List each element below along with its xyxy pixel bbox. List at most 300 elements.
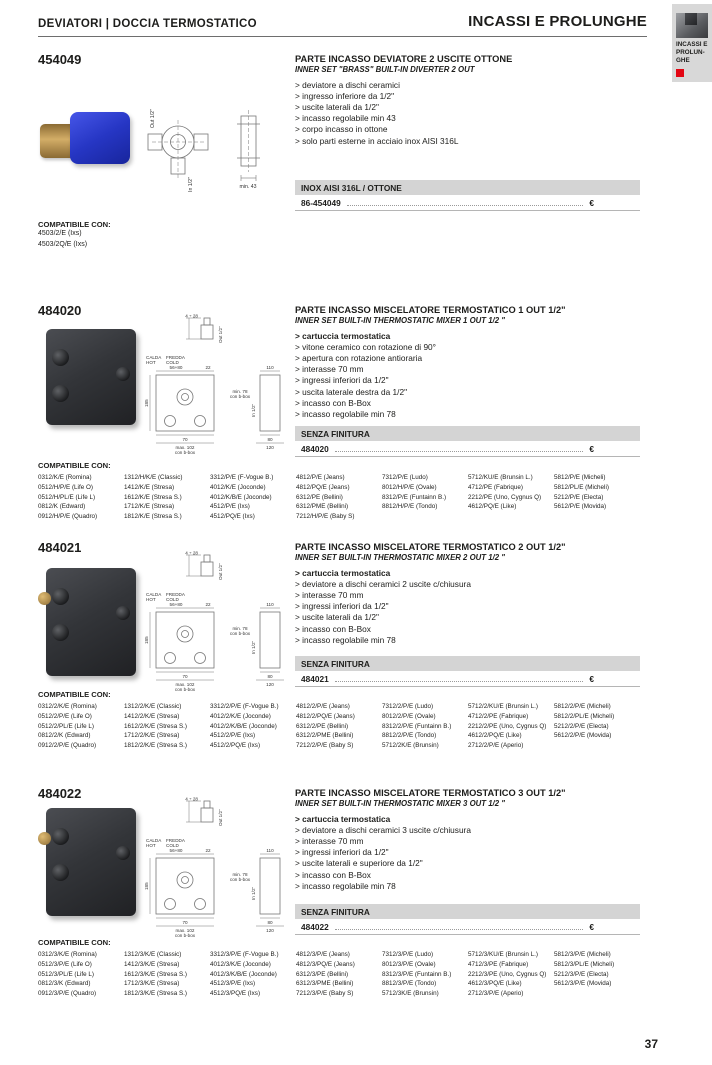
compat-item: 4812/2/PQ/E (Jeans): [296, 712, 355, 720]
product-photo: [38, 562, 140, 686]
compatible-label: COMPATIBILE CON:: [38, 220, 111, 229]
compat-item: 6312/3/PME (Bellini): [296, 980, 354, 988]
label-hot: HOT: [146, 597, 156, 602]
compat-item: 2212/3/PE (Uno, Cygnus Q): [468, 970, 547, 978]
compat-item: 0512/H/P/E (Life O): [38, 483, 93, 491]
label-cold: COLD: [166, 843, 179, 848]
compat-column: [554, 473, 640, 522]
compat-item: 1812/K/E (Stresa S.): [124, 513, 182, 520]
tab-red-marker: [676, 69, 684, 77]
product-code: 454049: [38, 52, 82, 67]
valve-knob: [52, 624, 69, 641]
feature-item: > deviatore a dischi ceramici: [295, 80, 640, 91]
compat-item: 7312/2/P/E (Ludo): [382, 703, 434, 710]
compat-item: 8012/2/P/E (Ovale): [382, 712, 436, 720]
product-section-484021: [38, 540, 640, 784]
page-header-left: DEVIATORI | DOCCIA TERMOSTATICO: [38, 18, 257, 30]
dim-label-width: 56+80: [169, 602, 183, 607]
compat-item: 0912/3/P/E (Quadro): [38, 990, 97, 997]
diverter-technical-drawing: [138, 80, 293, 198]
compat-item: 5712/2/KU/E (Brunsin L.): [468, 703, 539, 710]
feature-list: [295, 331, 640, 420]
compat-item: 0312/2/K/E (Romina): [38, 703, 97, 710]
compat-column: [468, 702, 554, 751]
compat-item: 5812/3/PL/E (Micheli): [554, 960, 615, 968]
product-code: 484022: [38, 786, 82, 801]
article-code: 484020: [301, 444, 329, 454]
compat-item: 4612/3/PQ/E (Like): [468, 980, 522, 988]
price-table-header: INOX AISI 316L / OTTONE: [295, 180, 640, 195]
valve-knob: [116, 367, 130, 381]
compat-column: [296, 950, 382, 999]
compat-item: 5712/3/KU/E (Brunsin L.): [468, 951, 539, 958]
feature-item: > incasso regolabile min 43: [295, 113, 640, 124]
thermostatic-technical-drawing: [144, 313, 294, 455]
dim-label-110: 110: [266, 365, 274, 370]
price-table-header: SENZA FINITURA: [295, 904, 640, 919]
compat-item: 5812/PL/E (Micheli): [554, 483, 609, 491]
dim-label-120: 120: [266, 682, 274, 687]
dim-label-22: 22: [205, 365, 211, 370]
compat-item: 7212/2/P/E (Baby S): [296, 742, 354, 749]
label-calda: CALDA: [146, 838, 162, 843]
price-table-header: SENZA FINITURA: [295, 656, 640, 671]
compat-item: 4812/PQ/E (Jeans): [296, 483, 350, 491]
compat-item: 6312/PME (Bellini): [296, 503, 349, 511]
feature-item: > incasso con B-Box: [295, 398, 640, 409]
feature-list: [295, 814, 640, 892]
product-photo: [38, 323, 140, 435]
compat-column: [468, 473, 554, 522]
tab-label-line2: PROLUN-: [676, 49, 705, 57]
currency-symbol: €: [589, 198, 594, 208]
compat-item: 2212/PE (Uno, Cygnus Q): [468, 493, 542, 501]
compat-item: 1712/K/E (Stresa): [124, 503, 175, 511]
compat-item: 0512/H/PL/E (Life L): [38, 493, 96, 501]
valve-knob: [116, 846, 130, 860]
compat-item: 4812/2/P/E (Jeans): [296, 703, 350, 710]
article-code: 86-454049: [301, 198, 341, 208]
compat-item: 0912/2/P/E (Quadro): [38, 742, 97, 749]
compat-item: 1312/H/K/E (Classic): [124, 474, 183, 481]
dim-label-max102: max. 102: [175, 928, 195, 933]
compat-item: 0812/3/K (Edward): [38, 980, 91, 988]
compat-column: [124, 702, 210, 751]
compat-item: 1312/3/K/E (Classic): [124, 951, 182, 958]
compat-item: 0512/3/P/E (Life O): [38, 960, 92, 968]
product-title: PARTE INCASSO DEVIATORE 2 USCITE OTTONE: [295, 54, 513, 64]
feature-item: > ingresso inferiore da 1/2": [295, 91, 640, 102]
product-subtitle: INNER SET BUILT-IN THERMOSTATIC MIXER 2 OUT 1/2 ": [295, 553, 505, 562]
dim-label-max102: max. 102: [175, 682, 195, 687]
compat-item: 5812/2/P/E (Micheli): [554, 703, 611, 710]
compat-item: 2712/2/P/E (Aperio): [468, 742, 524, 749]
product-info: [295, 542, 640, 646]
compat-item: 4812/3/PQ/E (Jeans): [296, 960, 355, 968]
technical-drawing: [138, 80, 293, 198]
compat-column: [468, 950, 554, 999]
feature-item: > uscite laterali e superiore da 1/2": [295, 858, 640, 869]
compat-column: [382, 473, 468, 522]
dim-label-185: 185: [144, 882, 149, 890]
feature-item: > apertura con rotazione antioraria: [295, 353, 640, 364]
compat-item: 4012/K/B/E (Joconde): [210, 493, 272, 501]
compat-item: 8012/H/P/E (Ovale): [382, 483, 437, 491]
currency-symbol: €: [589, 922, 594, 932]
dim-label-max102-bbox: con b-box: [174, 687, 196, 692]
dim-label-min78-bbox: con b-box: [229, 394, 251, 399]
tab-thumbnail-detail: [685, 13, 697, 25]
dim-label-max102-bbox: con b-box: [174, 933, 196, 938]
label-fredda: FREDDA: [166, 592, 185, 597]
label-calda: CALDA: [146, 355, 162, 360]
compat-item: 4512/3/PQ/E (Ixs): [210, 990, 261, 997]
dim-label-80: 80: [267, 674, 273, 679]
compat-item: 4512/3/P/E (Ixs): [210, 980, 256, 988]
compat-column: [382, 702, 468, 751]
dim-label-max102-bbox: con b-box: [174, 450, 196, 455]
compat-item: 3312/2/P/E (F-Vogue B.): [210, 703, 279, 710]
compat-item: 4012/K/E (Joconde): [210, 483, 266, 491]
product-title: PARTE INCASSO MISCELATORE TERMOSTATICO 3 OUT 1/2": [295, 788, 566, 798]
compatibility-block: [38, 690, 640, 751]
product-title: PARTE INCASSO MISCELATORE TERMOSTATICO 2 OUT 1/2": [295, 542, 566, 552]
feature-item: > ingressi inferiori da 1/2": [295, 601, 640, 612]
product-section-484022: [38, 786, 640, 1026]
label-hot: HOT: [146, 843, 156, 848]
compat-item: 1612/3/K/E (Stresa S.): [124, 970, 187, 978]
compat-item: 4712/2/PE (Fabrique): [468, 712, 529, 720]
feature-item: > interasse 70 mm: [295, 590, 640, 601]
dim-label-adjust: 4 ÷ 28: [185, 796, 198, 802]
product-subtitle: INNER SET BUILT-IN THERMOSTATIC MIXER 3 OUT 1/2 ": [295, 799, 505, 808]
compat-item: 1712/3/K/E (Stresa): [124, 980, 180, 988]
feature-item: > uscite laterali da 1/2": [295, 102, 640, 113]
dim-label-185: 185: [144, 636, 149, 644]
compat-item: 7212/H/P/E (Baby S): [296, 513, 355, 520]
compat-item: 5812/P/E (Micheli): [554, 474, 606, 481]
compat-item: 1412/2/K/E (Stresa): [124, 712, 180, 720]
currency-symbol: €: [589, 444, 594, 454]
dim-label-min78: min. 78: [232, 872, 248, 877]
dim-label-min78: min. 78: [232, 389, 248, 394]
dim-label-in: In 1/2": [251, 886, 256, 900]
compat-item: 5212/2/P/E (Electa): [554, 722, 609, 730]
brass-valve: [38, 832, 51, 845]
tab-label: [676, 41, 709, 66]
compat-grid: [38, 702, 640, 751]
compat-column: [296, 702, 382, 751]
dim-label-110: 110: [266, 602, 274, 607]
compat-item: 4503/2Q/E (Ixs): [38, 240, 88, 248]
compat-item: 2712/3/P/E (Aperio): [468, 990, 524, 997]
product-photo: [38, 802, 140, 926]
compatibility-block: [38, 461, 640, 522]
compat-item: 0312/3/K/E (Romina): [38, 951, 97, 958]
dim-label-adjust: 4 ÷ 28: [185, 313, 198, 319]
compat-grid: [38, 950, 640, 999]
compat-item: 4612/PQ/E (Like): [468, 503, 517, 511]
compat-item: 1412/K/E (Stresa): [124, 483, 175, 491]
compat-item: 4012/3/K/B/E (Joconde): [210, 970, 277, 978]
valve-knob: [116, 606, 130, 620]
tab-label-line1: INCASSI E: [676, 41, 708, 48]
compat-item: 5212/3/P/E (Electa): [554, 970, 609, 978]
dim-label-in: In 1/2": [251, 640, 256, 654]
dim-label-adjust: 4 ÷ 28: [185, 550, 198, 556]
dim-label-in: In 1/2": [188, 177, 194, 192]
compatibility-block: [38, 220, 228, 251]
feature-item: > incasso regolabile min 78: [295, 409, 640, 420]
dim-label-width: 56+80: [169, 848, 183, 853]
compat-item: 4012/2/K/E (Joconde): [210, 712, 271, 720]
compat-item: 5612/P/E (Movida): [554, 503, 607, 511]
compat-item: 8012/3/P/E (Ovale): [382, 960, 436, 968]
compat-item: 5812/2/PL/E (Micheli): [554, 712, 615, 720]
article-code: 484022: [301, 922, 329, 932]
compat-column: [124, 950, 210, 999]
compat-item: 1312/2/K/E (Classic): [124, 703, 182, 710]
compat-item: 7312/P/E (Ludo): [382, 474, 428, 481]
dim-label-185: 185: [144, 399, 149, 407]
label-hot: HOT: [146, 360, 156, 365]
feature-item: > interasse 70 mm: [295, 364, 640, 375]
valve-knob: [52, 385, 69, 402]
compat-item: 8312/3/P/E (Funtainn B.): [382, 970, 452, 978]
compat-item: 4712/3/PE (Fabrique): [468, 960, 529, 968]
compat-item: 8812/3/P/E (Tondo): [382, 980, 437, 988]
label-fredda: FREDDA: [166, 355, 185, 360]
dim-label-70: 70: [182, 674, 188, 679]
price-row: [295, 194, 640, 211]
dim-label-80: 80: [267, 920, 273, 925]
label-calda: CALDA: [146, 592, 162, 597]
compat-item: 0312/K/E (Romina): [38, 474, 92, 481]
compat-column: [296, 473, 382, 522]
compat-item: 5712/KU/E (Brunsin L.): [468, 474, 533, 481]
compat-item: 3312/3/P/E (F-Vogue B.): [210, 951, 279, 958]
compat-item: 4512/P/E (Ixs): [210, 503, 250, 511]
product-section-454049: [38, 52, 640, 300]
dim-label-120: 120: [266, 445, 274, 450]
compat-item: 4612/2/PQ/E (Like): [468, 732, 522, 740]
compat-item: 4503/2/E (Ixs): [38, 230, 82, 237]
feature-list: [295, 80, 640, 147]
dim-label-min78-bbox: con b-box: [229, 631, 251, 636]
technical-drawing: [144, 550, 294, 692]
product-subtitle: INNER SET "BRASS" BUILT-IN DIVERTER 2 OUT: [295, 65, 475, 74]
compat-item: 1612/K/E (Stresa S.): [124, 493, 182, 501]
built-in-body: [46, 568, 136, 676]
dim-label-70: 70: [182, 437, 188, 442]
dim-label-80: 80: [267, 437, 273, 442]
compat-item: 4012/3/K/E (Joconde): [210, 960, 271, 968]
compat-item: 4512/PQ/E (Ixs): [210, 513, 255, 520]
price-table-header: SENZA FINITURA: [295, 426, 640, 441]
compat-column: [382, 950, 468, 999]
compat-item: 5712/3K/E (Brunsin): [382, 990, 439, 997]
feature-item: > incasso con B-Box: [295, 624, 640, 635]
price-row: [295, 440, 640, 457]
price-row: [295, 918, 640, 935]
compat-grid: [38, 473, 640, 522]
product-info: [295, 305, 640, 420]
product-code: 484021: [38, 540, 82, 555]
compat-item: 8812/2/P/E (Tondo): [382, 732, 437, 740]
feature-item: > solo parti esterne in acciaio inox AISI 316L: [295, 136, 640, 147]
compat-column: [38, 950, 124, 999]
label-cold: COLD: [166, 360, 179, 365]
feature-item: > incasso con B-Box: [295, 870, 640, 881]
compatible-label: COMPATIBILE CON:: [38, 461, 111, 470]
compat-item: 6312/PE (Bellini): [296, 493, 343, 501]
feature-item: > vitone ceramico con rotazione di 90°: [295, 342, 640, 353]
compat-item: 5812/3/P/E (Micheli): [554, 951, 611, 958]
feature-list: [295, 568, 640, 646]
compat-column: [210, 473, 296, 522]
compat-item: 0812/2/K (Edward): [38, 732, 91, 740]
currency-symbol: €: [589, 674, 594, 684]
feature-item: > ingressi inferiori da 1/2": [295, 375, 640, 386]
dim-label-width: 56+80: [169, 365, 183, 370]
compat-item: 5612/2/P/E (Movida): [554, 732, 612, 740]
product-section-484020: [38, 303, 640, 538]
feature-item: > cartuccia termostatica: [295, 814, 640, 825]
compat-column: [124, 473, 210, 522]
compat-item: 0912/H/P/E (Quadro): [38, 513, 98, 520]
compat-item: 0512/3/PL/E (Life L): [38, 970, 95, 978]
valve-knob: [52, 828, 69, 845]
valve-knob: [52, 864, 69, 881]
article-code: 484021: [301, 674, 329, 684]
page-header-right: INCASSI E PROLUNGHE: [468, 13, 647, 30]
feature-item: > uscita laterale destra da 1/2": [295, 387, 640, 398]
compat-item: 0512/2/PL/E (Life L): [38, 722, 95, 730]
header-rule: [38, 36, 647, 37]
compat-item: 6312/3/PE (Bellini): [296, 970, 349, 978]
dim-label-110: 110: [266, 848, 274, 853]
compat-list: [38, 229, 228, 251]
dim-label-max102: max. 102: [175, 445, 195, 450]
compat-column: [38, 702, 124, 751]
tab-thumbnail-image: [676, 13, 708, 38]
technical-drawing: [144, 796, 294, 938]
valve-knob: [52, 349, 69, 366]
dim-label-min: min. 43: [239, 184, 257, 190]
dim-label-in: In 1/2": [251, 403, 256, 417]
thermostatic-technical-drawing: [144, 550, 294, 692]
compat-item: 7212/3/P/E (Baby S): [296, 990, 354, 997]
compat-item: 6312/2/PE (Bellini): [296, 722, 349, 730]
compat-column: [554, 702, 640, 751]
feature-item: > interasse 70 mm: [295, 836, 640, 847]
technical-drawing: [144, 313, 294, 455]
compat-column: [210, 702, 296, 751]
compat-item: 0512/2/P/E (Life O): [38, 712, 92, 720]
feature-item: > corpo incasso in ottone: [295, 124, 640, 135]
product-info: [295, 54, 640, 147]
dim-label-out: Out 1/2": [218, 809, 223, 826]
dim-label-22: 22: [205, 602, 211, 607]
product-subtitle: INNER SET BUILT-IN THERMOSTATIC MIXER 1 OUT 1/2 ": [295, 316, 505, 325]
feature-item: > deviatore a dischi ceramici 3 uscite c/chiusura: [295, 825, 640, 836]
compat-item: 1612/2/K/E (Stresa S.): [124, 722, 187, 730]
label-fredda: FREDDA: [166, 838, 185, 843]
dim-label-70: 70: [182, 920, 188, 925]
compat-item: 8312/P/E (Funtainn B.): [382, 493, 447, 501]
compatible-label: COMPATIBILE CON:: [38, 690, 111, 699]
price-leader-dots: [335, 451, 584, 452]
compat-item: 4512/2/PQ/E (Ixs): [210, 742, 261, 749]
feature-item: > incasso regolabile min 78: [295, 881, 640, 892]
dim-label-out: Out 1/2": [150, 109, 156, 128]
compat-item: 4812/P/E (Jeans): [296, 474, 345, 481]
compat-item: 1412/3/K/E (Stresa): [124, 960, 180, 968]
compat-item: 2212/2/PE (Uno, Cygnus Q): [468, 722, 547, 730]
compat-item: 1712/2/K/E (Stresa): [124, 732, 180, 740]
compat-item: 6312/2/PME (Bellini): [296, 732, 354, 740]
dim-label-22: 22: [205, 848, 211, 853]
compat-item: 5712/2K/E (Brunsin): [382, 742, 439, 749]
product-info: [295, 788, 640, 892]
feature-item: > uscite laterali da 1/2": [295, 612, 640, 623]
compat-item: 1812/3/K/E (Stresa S.): [124, 990, 187, 997]
feature-item: > incasso regolabile min 78: [295, 635, 640, 646]
feature-item: > cartuccia termostatica: [295, 331, 640, 342]
dim-label-min78: min. 78: [232, 626, 248, 631]
compatible-label: COMPATIBILE CON:: [38, 938, 111, 947]
compat-item: 4712/PE (Fabrique): [468, 483, 523, 491]
price-leader-dots: [347, 205, 584, 206]
compat-item: 5612/3/P/E (Movida): [554, 980, 612, 988]
dim-label-out: Out 1/2": [218, 563, 223, 580]
compat-item: 5212/P/E (Electa): [554, 493, 604, 501]
product-photo: [40, 94, 132, 186]
dim-label-min78-bbox: con b-box: [229, 877, 251, 882]
compat-item: 4512/2/P/E (Ixs): [210, 732, 256, 740]
page-number: 37: [644, 1037, 658, 1051]
feature-item: > deviatore a dischi ceramici 2 uscite c/chiusura: [295, 579, 640, 590]
product-code: 484020: [38, 303, 82, 318]
compat-column: [554, 950, 640, 999]
tab-label-line3: GHE: [676, 57, 690, 65]
compat-item: 1812/2/K/E (Stresa S.): [124, 742, 187, 749]
compat-column: [210, 950, 296, 999]
dim-label-120: 120: [266, 928, 274, 933]
label-cold: COLD: [166, 597, 179, 602]
compat-item: 4812/3/P/E (Jeans): [296, 951, 350, 958]
compat-item: 8812/H/P/E (Tondo): [382, 503, 438, 511]
blue-protection-cap: [70, 112, 130, 164]
built-in-body: [46, 808, 136, 916]
price-leader-dots: [335, 929, 584, 930]
feature-item: > cartuccia termostatica: [295, 568, 640, 579]
compat-item: 0812/K (Edward): [38, 503, 86, 511]
section-tab-incassi-prolunghe[interactable]: [672, 4, 712, 82]
brass-valve: [38, 592, 51, 605]
valve-knob: [52, 588, 69, 605]
price-row: [295, 670, 640, 687]
price-leader-dots: [335, 681, 584, 682]
thermostatic-technical-drawing: [144, 796, 294, 938]
product-title: PARTE INCASSO MISCELATORE TERMOSTATICO 1 OUT 1/2": [295, 305, 566, 315]
dim-label-out: Out 1/2": [218, 326, 223, 343]
feature-item: > ingressi inferiori da 1/2": [295, 847, 640, 858]
compat-item: 8312/2/P/E (Funtainn B.): [382, 722, 452, 730]
compatibility-block: [38, 938, 640, 999]
compat-column: [38, 473, 124, 522]
compat-item: 4012/2/K/B/E (Joconde): [210, 722, 277, 730]
